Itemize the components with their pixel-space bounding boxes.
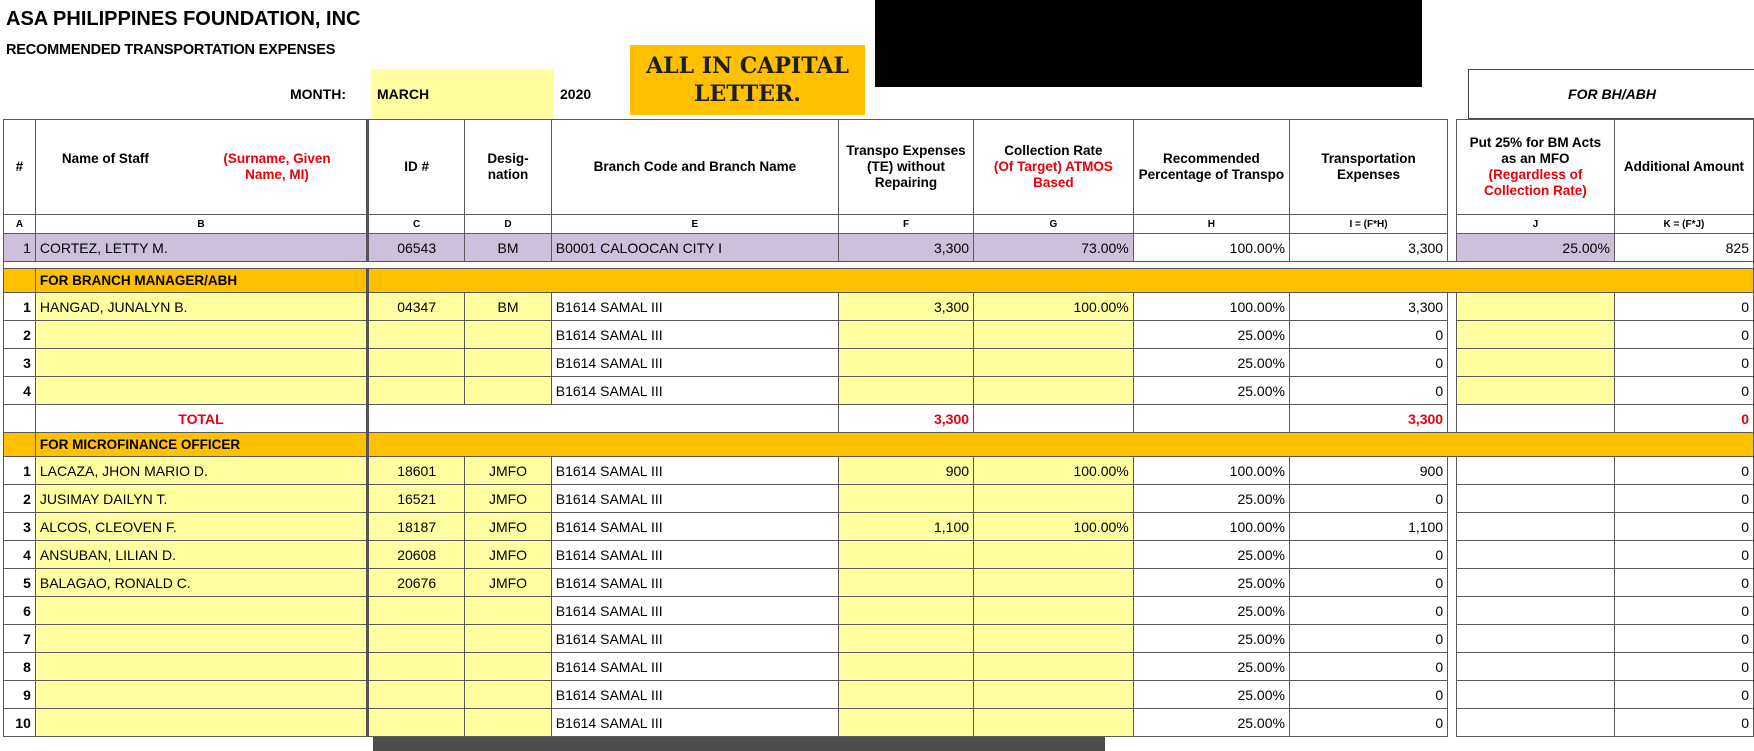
te-cell[interactable] bbox=[839, 541, 974, 569]
letter-row bbox=[4, 215, 1754, 234]
column-gap bbox=[1448, 349, 1457, 377]
id-cell[interactable] bbox=[368, 321, 465, 349]
expense-cell[interactable]: 3,300 bbox=[1289, 234, 1447, 262]
staff-name-cell[interactable] bbox=[35, 653, 367, 681]
table-row[interactable] bbox=[4, 709, 1754, 737]
letter-b: B bbox=[35, 215, 367, 234]
table-row[interactable] bbox=[4, 349, 1754, 377]
row-number: 1 bbox=[4, 234, 36, 262]
desig-cell[interactable]: JMFO bbox=[465, 569, 551, 597]
te-cell[interactable]: 3,300 bbox=[839, 234, 974, 262]
col-staff-header bbox=[35, 120, 367, 215]
staff-name-cell[interactable] bbox=[35, 377, 367, 405]
bm25-cell[interactable] bbox=[1456, 377, 1614, 405]
desig-cell[interactable] bbox=[465, 625, 551, 653]
branch-cell[interactable]: B0001 CALOOCAN CITY I bbox=[551, 234, 838, 262]
bm25-cell[interactable] bbox=[1456, 625, 1614, 653]
bm25-cell[interactable] bbox=[1456, 569, 1614, 597]
col-staff-hint: (Surname, Given Name, MI) bbox=[223, 151, 331, 182]
column-gap bbox=[1448, 625, 1457, 653]
col-rate-hint: (Of Target) ATMOS Based bbox=[993, 159, 1113, 190]
redaction-bar bbox=[373, 737, 1105, 751]
branch-cell[interactable]: B1614 SAMAL III bbox=[551, 681, 838, 709]
letter-e: E bbox=[551, 215, 838, 234]
pct-cell[interactable]: 25.00% bbox=[1133, 485, 1289, 513]
desig-cell[interactable]: JMFO bbox=[465, 485, 551, 513]
branch-cell[interactable]: B1614 SAMAL III bbox=[551, 457, 838, 485]
band-cell bbox=[4, 433, 36, 457]
row-number: 2 bbox=[4, 485, 36, 513]
col-rate-label: Collection Rate bbox=[1004, 143, 1103, 158]
pct-cell[interactable]: 25.00% bbox=[1133, 681, 1289, 709]
expense-cell[interactable]: 0 bbox=[1289, 653, 1447, 681]
section-title-bm: FOR BRANCH MANAGER/ABH bbox=[35, 269, 367, 293]
column-gap bbox=[1448, 234, 1457, 262]
table-row[interactable] bbox=[4, 569, 1754, 597]
column-gap bbox=[1448, 457, 1457, 485]
rate-cell[interactable] bbox=[974, 597, 1134, 625]
additional-cell[interactable]: 0 bbox=[1614, 457, 1753, 485]
id-cell[interactable]: 16521 bbox=[368, 485, 465, 513]
rate-cell[interactable]: 100.00% bbox=[974, 513, 1134, 541]
table-row[interactable] bbox=[4, 597, 1754, 625]
pct-cell[interactable]: 100.00% bbox=[1133, 457, 1289, 485]
branch-cell[interactable]: B1614 SAMAL III bbox=[551, 293, 838, 321]
branch-cell[interactable]: B1614 SAMAL III bbox=[551, 485, 838, 513]
mfo-section-rows bbox=[4, 457, 1754, 737]
bm25-cell[interactable] bbox=[1456, 653, 1614, 681]
rate-cell[interactable] bbox=[974, 569, 1134, 597]
branch-cell[interactable]: B1614 SAMAL III bbox=[551, 321, 838, 349]
expense-cell[interactable]: 900 bbox=[1289, 457, 1447, 485]
total-te: 3,300 bbox=[839, 405, 974, 433]
col-branch-header: Branch Code and Branch Name bbox=[551, 120, 838, 215]
column-gap bbox=[1448, 541, 1457, 569]
additional-cell[interactable]: 0 bbox=[1614, 377, 1753, 405]
te-cell[interactable] bbox=[839, 569, 974, 597]
col-te-header: Transpo Expenses (TE) without Repairing bbox=[839, 120, 974, 215]
bm25-cell[interactable] bbox=[1456, 349, 1614, 377]
column-gap bbox=[1448, 681, 1457, 709]
bm25-cell[interactable] bbox=[1456, 709, 1614, 737]
org-title: ASA PHILIPPINES FOUNDATION, INC bbox=[6, 8, 361, 30]
bm25-cell[interactable] bbox=[1456, 513, 1614, 541]
table-row[interactable] bbox=[4, 457, 1754, 485]
staff-name-cell[interactable]: ANSUBAN, LILIAN D. bbox=[35, 541, 367, 569]
rate-cell[interactable] bbox=[974, 541, 1134, 569]
additional-cell[interactable]: 0 bbox=[1614, 653, 1753, 681]
total-blank bbox=[1133, 405, 1289, 433]
row-number: 1 bbox=[4, 293, 36, 321]
additional-cell[interactable]: 0 bbox=[1614, 513, 1753, 541]
pct-cell[interactable]: 25.00% bbox=[1133, 349, 1289, 377]
desig-cell[interactable]: JMFO bbox=[465, 513, 551, 541]
bm25-cell[interactable]: 25.00% bbox=[1456, 234, 1614, 262]
desig-cell[interactable]: JMFO bbox=[465, 541, 551, 569]
te-cell[interactable] bbox=[839, 653, 974, 681]
bm25-cell[interactable] bbox=[1456, 541, 1614, 569]
letter-d: D bbox=[465, 215, 551, 234]
desig-cell[interactable]: BM bbox=[465, 234, 551, 262]
rate-cell[interactable] bbox=[974, 709, 1134, 737]
pct-cell[interactable]: 100.00% bbox=[1133, 513, 1289, 541]
branch-cell[interactable]: B1614 SAMAL III bbox=[551, 709, 838, 737]
column-gap bbox=[1448, 120, 1457, 215]
letter-k: K = (F*J) bbox=[1614, 215, 1753, 234]
col-id-header: ID # bbox=[368, 120, 465, 215]
col-rate-header bbox=[974, 120, 1134, 215]
col-bm25-hint: (Regardless of Collection Rate) bbox=[1484, 167, 1587, 198]
rate-cell[interactable]: 100.00% bbox=[974, 457, 1134, 485]
total-additional: 0 bbox=[1614, 405, 1753, 433]
col-bm25-header bbox=[1456, 120, 1614, 215]
desig-cell[interactable] bbox=[465, 709, 551, 737]
branch-cell[interactable]: B1614 SAMAL III bbox=[551, 541, 838, 569]
column-gap bbox=[1448, 485, 1457, 513]
te-cell[interactable]: 900 bbox=[839, 457, 974, 485]
bm-row[interactable] bbox=[4, 234, 1754, 262]
staff-name-cell[interactable] bbox=[35, 709, 367, 737]
pct-cell[interactable]: 25.00% bbox=[1133, 569, 1289, 597]
rate-cell[interactable] bbox=[974, 625, 1134, 653]
pct-cell[interactable]: 25.00% bbox=[1133, 541, 1289, 569]
col-desig-header: Desig-nation bbox=[465, 120, 551, 215]
branch-cell[interactable]: B1614 SAMAL III bbox=[551, 349, 838, 377]
pct-cell[interactable]: 100.00% bbox=[1133, 234, 1289, 262]
additional-cell[interactable]: 0 bbox=[1614, 485, 1753, 513]
year-value[interactable]: 2020 bbox=[560, 86, 592, 102]
expense-sheet bbox=[3, 119, 1754, 737]
bm25-cell[interactable] bbox=[1456, 321, 1614, 349]
staff-name-cell[interactable] bbox=[35, 681, 367, 709]
branch-cell[interactable]: B1614 SAMAL III bbox=[551, 625, 838, 653]
id-cell[interactable]: 20676 bbox=[368, 569, 465, 597]
total-row bbox=[4, 405, 1754, 433]
column-gap bbox=[1448, 215, 1457, 234]
staff-name-cell[interactable] bbox=[35, 321, 367, 349]
col-bm25-label: Put 25% for BM Acts as an MFO bbox=[1469, 135, 1602, 166]
letter-j: J bbox=[1456, 215, 1614, 234]
total-blank bbox=[4, 405, 36, 433]
column-gap bbox=[1448, 293, 1457, 321]
column-gap bbox=[1448, 377, 1457, 405]
expense-cell[interactable]: 0 bbox=[1289, 625, 1447, 653]
table-row[interactable] bbox=[4, 377, 1754, 405]
expense-cell[interactable]: 0 bbox=[1289, 569, 1447, 597]
staff-name-cell[interactable]: LACAZA, JHON MARIO D. bbox=[35, 457, 367, 485]
table-row[interactable] bbox=[4, 293, 1754, 321]
additional-cell[interactable]: 0 bbox=[1614, 293, 1753, 321]
band-cell bbox=[368, 269, 1754, 293]
table-row[interactable] bbox=[4, 541, 1754, 569]
additional-cell[interactable]: 0 bbox=[1614, 569, 1753, 597]
id-cell[interactable]: 04347 bbox=[368, 293, 465, 321]
spacer-row bbox=[4, 262, 1754, 269]
expense-cell[interactable]: 0 bbox=[1289, 709, 1447, 737]
te-cell[interactable] bbox=[839, 625, 974, 653]
te-cell[interactable] bbox=[839, 485, 974, 513]
table-row[interactable] bbox=[4, 625, 1754, 653]
te-cell[interactable]: 3,300 bbox=[839, 293, 974, 321]
redaction-box bbox=[875, 0, 1422, 87]
col-num-header: # bbox=[4, 120, 36, 215]
additional-cell[interactable]: 0 bbox=[1614, 321, 1753, 349]
row-number: 8 bbox=[4, 653, 36, 681]
letter-c: C bbox=[368, 215, 465, 234]
id-cell[interactable]: 18601 bbox=[368, 457, 465, 485]
row-number: 4 bbox=[4, 377, 36, 405]
bh-section-title: FOR BH/ABH bbox=[1568, 86, 1656, 102]
month-value[interactable]: MARCH bbox=[377, 86, 430, 102]
section-band-bm bbox=[4, 269, 1754, 293]
id-cell[interactable] bbox=[368, 709, 465, 737]
rate-cell[interactable] bbox=[974, 349, 1134, 377]
col-expense-header: Transportation Expenses bbox=[1289, 120, 1447, 215]
band-cell bbox=[368, 433, 1754, 457]
bm25-cell[interactable] bbox=[1456, 293, 1614, 321]
column-gap bbox=[1448, 569, 1457, 597]
row-number: 2 bbox=[4, 321, 36, 349]
expense-cell[interactable]: 3,300 bbox=[1289, 293, 1447, 321]
branch-cell[interactable]: B1614 SAMAL III bbox=[551, 377, 838, 405]
id-cell[interactable] bbox=[368, 681, 465, 709]
bm-section-rows bbox=[4, 293, 1754, 405]
id-cell[interactable] bbox=[368, 349, 465, 377]
id-cell[interactable]: 18187 bbox=[368, 513, 465, 541]
letter-a: A bbox=[4, 215, 36, 234]
expense-cell[interactable]: 0 bbox=[1289, 485, 1447, 513]
desig-cell[interactable] bbox=[465, 681, 551, 709]
letter-h: H bbox=[1133, 215, 1289, 234]
letter-f: F bbox=[839, 215, 974, 234]
desig-cell[interactable] bbox=[465, 653, 551, 681]
row-number: 9 bbox=[4, 681, 36, 709]
branch-cell[interactable]: B1614 SAMAL III bbox=[551, 569, 838, 597]
te-cell[interactable]: 1,100 bbox=[839, 513, 974, 541]
expense-cell[interactable]: 0 bbox=[1289, 681, 1447, 709]
id-cell[interactable]: 20608 bbox=[368, 541, 465, 569]
expense-cell[interactable]: 0 bbox=[1289, 321, 1447, 349]
staff-name-cell[interactable] bbox=[35, 597, 367, 625]
expense-cell[interactable]: 0 bbox=[1289, 541, 1447, 569]
table-row[interactable] bbox=[4, 321, 1754, 349]
col-staff-label: Name of Staff bbox=[61, 151, 149, 166]
row-number: 1 bbox=[4, 457, 36, 485]
capital-letter-note: ALL IN CAPITAL LETTER. bbox=[630, 45, 865, 115]
branch-cell[interactable]: B1614 SAMAL III bbox=[551, 513, 838, 541]
desig-cell[interactable]: BM bbox=[465, 293, 551, 321]
pct-cell[interactable]: 25.00% bbox=[1133, 321, 1289, 349]
staff-name-cell[interactable]: ALCOS, CLEOVEN F. bbox=[35, 513, 367, 541]
te-cell[interactable] bbox=[839, 709, 974, 737]
staff-name-cell[interactable]: CORTEZ, LETTY M. bbox=[35, 234, 367, 262]
band-cell bbox=[4, 269, 36, 293]
additional-cell[interactable]: 0 bbox=[1614, 709, 1753, 737]
table-row[interactable] bbox=[4, 485, 1754, 513]
te-cell[interactable] bbox=[839, 349, 974, 377]
id-cell[interactable] bbox=[368, 625, 465, 653]
row-number: 4 bbox=[4, 541, 36, 569]
staff-name-cell[interactable] bbox=[35, 625, 367, 653]
rate-cell[interactable]: 100.00% bbox=[974, 293, 1134, 321]
total-blank bbox=[368, 405, 839, 433]
total-expense: 3,300 bbox=[1289, 405, 1447, 433]
expense-cell[interactable]: 0 bbox=[1289, 597, 1447, 625]
report-subtitle: RECOMMENDED TRANSPORTATION EXPENSES bbox=[6, 42, 336, 58]
column-gap bbox=[1448, 709, 1457, 737]
te-cell[interactable] bbox=[839, 597, 974, 625]
table-row[interactable] bbox=[4, 513, 1754, 541]
bm25-cell[interactable] bbox=[1456, 681, 1614, 709]
header-row bbox=[4, 120, 1754, 215]
column-gap bbox=[1448, 513, 1457, 541]
row-number: 3 bbox=[4, 349, 36, 377]
row-number: 10 bbox=[4, 709, 36, 737]
rate-cell[interactable] bbox=[974, 653, 1134, 681]
desig-cell[interactable] bbox=[465, 597, 551, 625]
column-gap bbox=[1448, 405, 1457, 433]
rate-cell[interactable] bbox=[974, 377, 1134, 405]
column-gap bbox=[1448, 597, 1457, 625]
id-cell[interactable] bbox=[368, 377, 465, 405]
id-cell[interactable] bbox=[368, 653, 465, 681]
additional-cell[interactable]: 0 bbox=[1614, 541, 1753, 569]
pct-cell[interactable]: 25.00% bbox=[1133, 377, 1289, 405]
additional-cell[interactable]: 0 bbox=[1614, 349, 1753, 377]
total-label: TOTAL bbox=[35, 405, 367, 433]
col-add-header: Additional Amount bbox=[1614, 120, 1753, 215]
te-cell[interactable] bbox=[839, 377, 974, 405]
desig-cell[interactable]: JMFO bbox=[465, 457, 551, 485]
spacer-cell bbox=[4, 262, 1754, 269]
column-gap bbox=[1448, 653, 1457, 681]
row-number: 5 bbox=[4, 569, 36, 597]
letter-g: G bbox=[974, 215, 1134, 234]
expense-cell[interactable]: 0 bbox=[1289, 349, 1447, 377]
expense-cell[interactable]: 0 bbox=[1289, 377, 1447, 405]
bm25-cell[interactable] bbox=[1456, 485, 1614, 513]
rate-cell[interactable] bbox=[974, 321, 1134, 349]
row-number: 7 bbox=[4, 625, 36, 653]
id-cell[interactable] bbox=[368, 597, 465, 625]
additional-cell[interactable]: 825 bbox=[1614, 234, 1753, 262]
additional-cell[interactable]: 0 bbox=[1614, 597, 1753, 625]
additional-cell[interactable]: 0 bbox=[1614, 625, 1753, 653]
table-row[interactable] bbox=[4, 681, 1754, 709]
table-row[interactable] bbox=[4, 653, 1754, 681]
rate-cell[interactable]: 73.00% bbox=[974, 234, 1134, 262]
row-number: 3 bbox=[4, 513, 36, 541]
te-cell[interactable] bbox=[839, 681, 974, 709]
section-band-mfo bbox=[4, 433, 1754, 457]
te-cell[interactable] bbox=[839, 321, 974, 349]
pct-cell[interactable]: 25.00% bbox=[1133, 709, 1289, 737]
desig-cell[interactable] bbox=[465, 321, 551, 349]
branch-cell[interactable]: B1614 SAMAL III bbox=[551, 653, 838, 681]
additional-cell[interactable]: 0 bbox=[1614, 681, 1753, 709]
staff-name-cell[interactable]: BALAGAO, RONALD C. bbox=[35, 569, 367, 597]
pct-cell[interactable]: 100.00% bbox=[1133, 293, 1289, 321]
bm25-cell[interactable] bbox=[1456, 597, 1614, 625]
pct-cell[interactable]: 25.00% bbox=[1133, 625, 1289, 653]
month-label: MONTH: bbox=[290, 86, 346, 102]
staff-name-cell[interactable]: JUSIMAY DAILYN T. bbox=[35, 485, 367, 513]
total-blank bbox=[1456, 405, 1614, 433]
section-title-mfo: FOR MICROFINANCE OFFICER bbox=[35, 433, 367, 457]
pct-cell[interactable]: 25.00% bbox=[1133, 653, 1289, 681]
desig-cell[interactable] bbox=[465, 377, 551, 405]
rate-cell[interactable] bbox=[974, 485, 1134, 513]
pct-cell[interactable]: 25.00% bbox=[1133, 597, 1289, 625]
id-cell[interactable]: 06543 bbox=[368, 234, 465, 262]
staff-name-cell[interactable] bbox=[35, 349, 367, 377]
expense-cell[interactable]: 1,100 bbox=[1289, 513, 1447, 541]
total-blank bbox=[974, 405, 1134, 433]
row-number: 6 bbox=[4, 597, 36, 625]
desig-cell[interactable] bbox=[465, 349, 551, 377]
staff-name-cell[interactable]: HANGAD, JUNALYN B. bbox=[35, 293, 367, 321]
col-pct-header: Recommended Percentage of Transpo bbox=[1133, 120, 1289, 215]
rate-cell[interactable] bbox=[974, 681, 1134, 709]
branch-cell[interactable]: B1614 SAMAL III bbox=[551, 597, 838, 625]
letter-i: I = (F*H) bbox=[1289, 215, 1447, 234]
bm25-cell[interactable] bbox=[1456, 457, 1614, 485]
column-gap bbox=[1448, 321, 1457, 349]
